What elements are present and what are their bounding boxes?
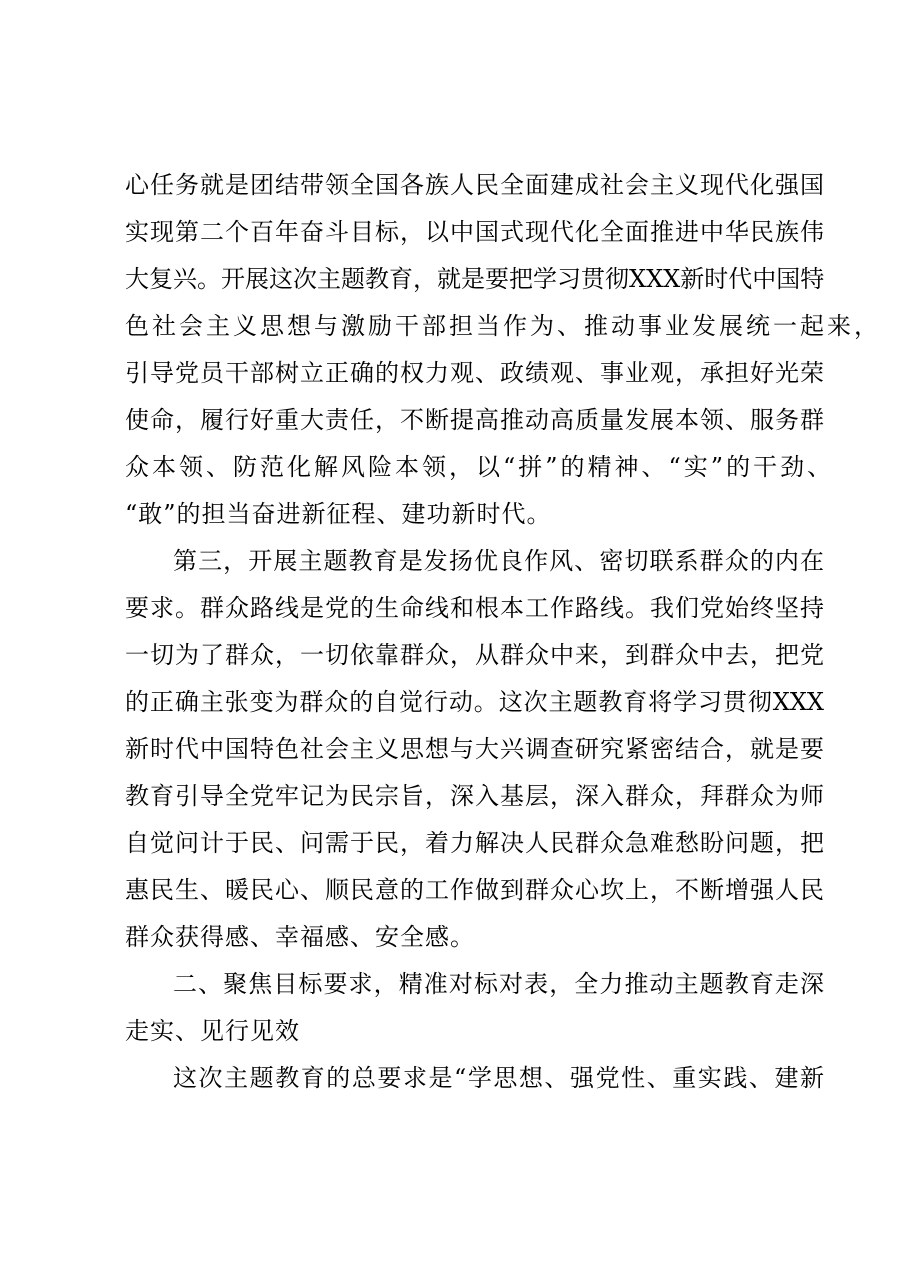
text-line <box>0 358 909 405</box>
text-line <box>0 264 909 311</box>
text-line-content: 众本领、防范化解风险本领，以“拼”的精神、“实”的干劲、 <box>125 453 835 481</box>
text-line <box>0 781 909 828</box>
text-line <box>0 546 909 593</box>
text-line <box>0 828 909 875</box>
text-line <box>0 734 909 781</box>
text-line <box>0 687 909 734</box>
text-line-content: 二、聚焦目标要求，精准对标对表，全力推动主题教育走深 <box>173 970 824 998</box>
text-line-content: 引导党员干部树立正确的权力观、政绩观、事业观，承担好光荣 <box>125 359 824 387</box>
text-line <box>0 875 909 922</box>
text-line-content: 新时代中国特色社会主义思想与大兴调查研究紧密结合，就是要 <box>125 735 824 763</box>
section-heading-line <box>0 969 909 1016</box>
text-line <box>0 452 909 499</box>
text-line-content: “敢”的担当奋进新征程、建功新时代。 <box>125 500 552 528</box>
text-line <box>0 499 909 546</box>
text-line-content: 色社会主义思想与激励干部担当作为、推动事业发展统一起来， <box>125 312 881 340</box>
text-line <box>0 640 909 687</box>
text-line-content: 群众获得感、幸福感、安全感。 <box>125 923 475 951</box>
text-line-content: 第三，开展主题教育是发扬优良作风、密切联系群众的内在 <box>173 547 824 575</box>
text-line <box>0 922 909 969</box>
text-line-content: 走实、见行见效 <box>125 1017 300 1045</box>
text-line-content: 这次主题教育的总要求是“学思想、强党性、重实践、建新 <box>173 1064 824 1092</box>
text-line <box>0 311 909 358</box>
text-line-content: 大复兴。开展这次主题教育，就是要把学习贯彻XXX新时代中国特 <box>125 265 825 293</box>
text-line-content: 教育引导全党牢记为民宗旨，深入基层，深入群众，拜群众为师 <box>125 782 824 810</box>
text-line <box>0 593 909 640</box>
text-line-content: 要求。群众路线是党的生命线和根本工作路线。我们党始终坚持 <box>125 594 824 622</box>
text-line-content: 实现第二个百年奋斗目标，以中国式现代化全面推进中华民族伟 <box>125 218 824 246</box>
text-line-content: 使命，履行好重大责任，不断提高推动高质量发展本领、服务群 <box>125 406 824 434</box>
text-line <box>0 405 909 452</box>
section-heading-line <box>0 1016 909 1063</box>
text-line <box>0 1063 909 1110</box>
text-line <box>0 170 909 217</box>
text-line-content: 心任务就是团结带领全国各族人民全面建成社会主义现代化强国 <box>125 171 824 199</box>
text-line-content: 的正确主张变为群众的自觉行动。这次主题教育将学习贯彻XXX <box>125 688 824 716</box>
text-line-content: 一切为了群众，一切依靠群众，从群众中来，到群众中去，把党 <box>125 641 824 669</box>
text-line-content: 惠民生、暖民心、顺民意的工作做到群众心坎上，不断增强人民 <box>125 876 824 904</box>
text-line-content: 自觉问计于民、问需于民，着力解决人民群众急难愁盼问题，把 <box>125 829 824 857</box>
text-line <box>0 217 909 264</box>
